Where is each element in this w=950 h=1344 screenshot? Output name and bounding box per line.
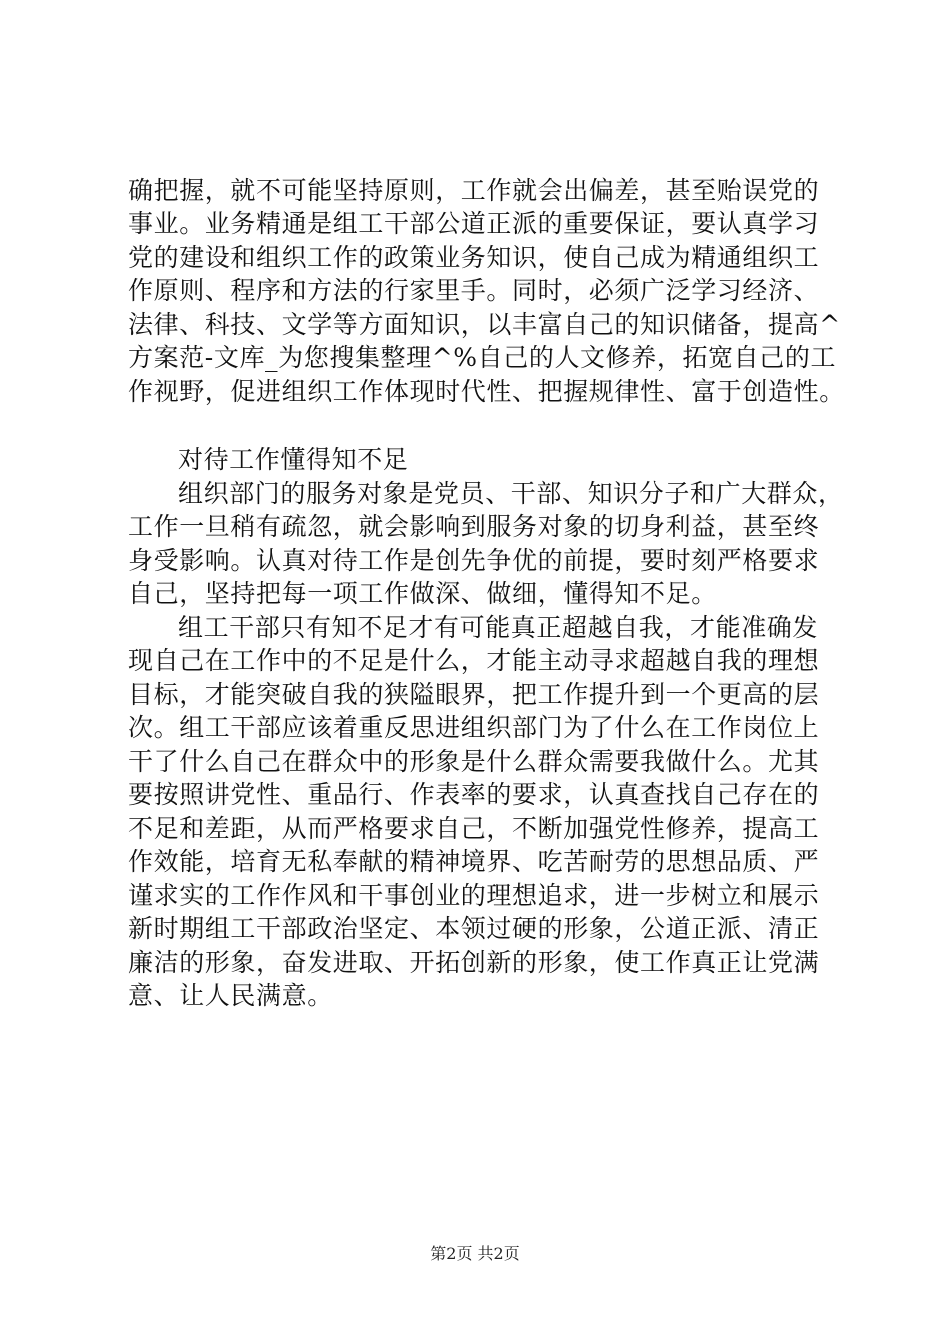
body-text-line: 工作一旦稍有疏忽，就会影响到服务对象的切身利益，甚至终 <box>128 512 820 541</box>
body-text-line: 组工干部只有知不足才有可能真正超越自我，才能准确发 <box>178 613 819 642</box>
body-text-line: 意、让人民满意。 <box>128 981 333 1010</box>
body-text-line: 党的建设和组织工作的政策业务知识，使自己成为精通组织工 <box>128 243 820 272</box>
body-text-line: 作效能，培育无私奉献的精神境界、吃苦耐劳的思想品质、严 <box>128 847 820 876</box>
body-text-line: 身受影响。认真对待工作是创先争优的前提，要时刻严格要求 <box>128 546 820 575</box>
body-text-line: 廉洁的形象，奋发进取、开拓创新的形象，使工作真正让党满 <box>128 948 820 977</box>
body-text-line: 谨求实的工作作风和干事创业的理想追求，进一步树立和展示 <box>128 881 820 910</box>
body-text-line: 作视野，促进组织工作体现时代性、把握规律性、富于创造性。 <box>128 377 845 406</box>
body-text-line: 不足和差距，从而严格要求自己，不断加强党性修养，提高工 <box>128 814 820 843</box>
body-text-line: 要按照讲党性、重品行、作表率的要求，认真查找自己存在的 <box>128 780 820 809</box>
body-text-line: 新时期组工干部政治坚定、本领过硬的形象，公道正派、清正 <box>128 914 820 943</box>
body-text-line: 自己，坚持把每一项工作做深、做细，懂得知不足。 <box>128 579 717 608</box>
body-text-line: 组织部门的服务对象是党员、干部、知识分子和广大群众， <box>178 479 844 508</box>
body-text-line: 现自己在工作中的不足是什么，才能主动寻求超越自我的理想 <box>128 646 820 675</box>
page-number-footer: 第2页 共2页 <box>430 1244 520 1263</box>
body-text-line: 确把握，就不可能坚持原则，工作就会出偏差，甚至贻误党的 <box>128 176 820 205</box>
section-heading: 对待工作懂得知不足 <box>178 445 409 474</box>
body-text-line: 干了什么自己在群众中的形象是什么群众需要我做什么。尤其 <box>128 747 820 776</box>
body-text-line: 作原则、程序和方法的行家里手。同时，必须广泛学习经济、 <box>128 276 820 305</box>
body-text-line: 方案范-文库_为您搜集整理^%自己的人文修养，拓宽自己的工 <box>128 343 837 372</box>
body-text-line: 目标，才能突破自我的狭隘眼界，把工作提升到一个更高的层 <box>128 680 820 709</box>
body-text-line: 事业。业务精通是组工干部公道正派的重要保证，要认真学习 <box>128 209 820 238</box>
body-text-line: 法律、科技、文学等方面知识，以丰富自己的知识储备，提高^ <box>128 310 841 339</box>
body-text-line: 次。组工干部应该着重反思进组织部门为了什么在工作岗位上 <box>128 713 820 742</box>
